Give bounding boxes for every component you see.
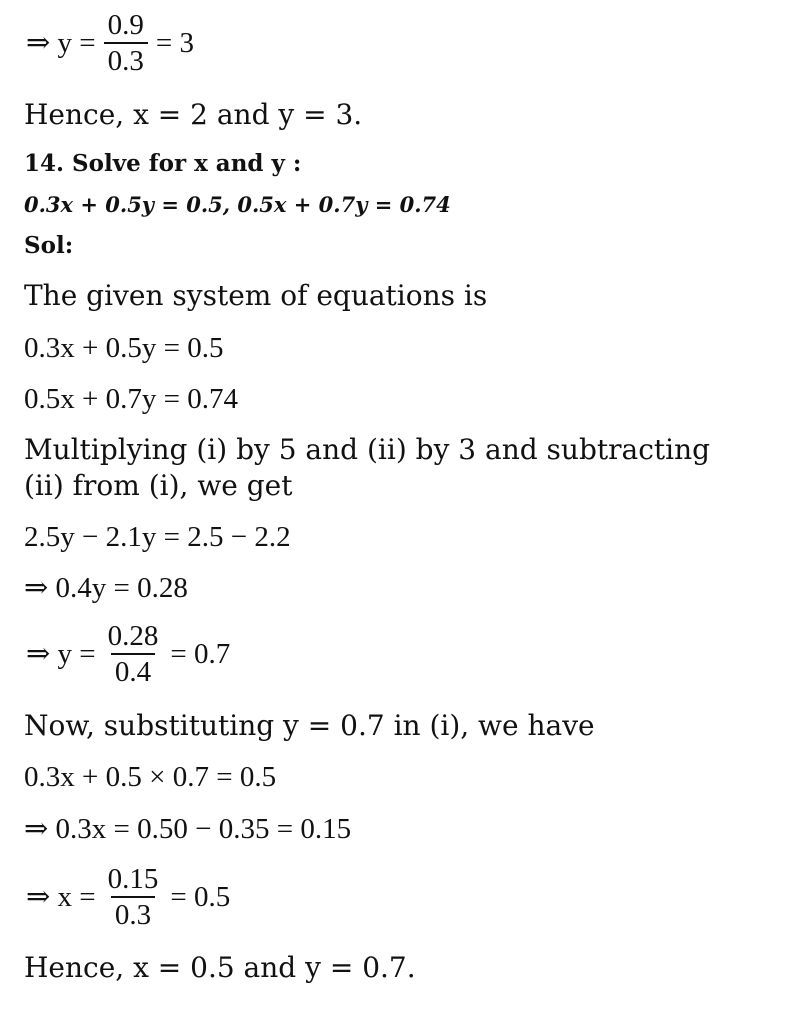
fraction bbox=[104, 8, 148, 78]
fraction-suffix: = 0.7 bbox=[170, 638, 231, 670]
given-text: The given system of equations is bbox=[24, 279, 488, 312]
y-fraction-line-2 bbox=[24, 619, 232, 689]
fraction bbox=[104, 619, 163, 689]
fraction-suffix: = 0.5 bbox=[170, 881, 231, 913]
fraction-numerator: 0.9 bbox=[107, 9, 144, 41]
equation-1: 0.3x + 0.5y = 0.5 bbox=[24, 332, 224, 364]
fraction-denominator: 0.4 bbox=[111, 653, 155, 689]
step-1: 2.5y − 2.1y = 2.5 − 2.2 bbox=[24, 521, 291, 553]
sol-label: Sol: bbox=[24, 232, 74, 259]
fraction-denominator: 0.3 bbox=[111, 896, 155, 932]
step-2: ⇒ 0.4y = 0.28 bbox=[24, 572, 188, 604]
multiply-text: Multiplying (i) by 5 and (ii) by 3 and subtracting (ii) from (i), we get bbox=[24, 433, 711, 502]
fraction-prefix: ⇒ y = bbox=[26, 27, 96, 59]
fraction-denominator: 0.3 bbox=[104, 42, 148, 78]
hence-line-1: Hence, x = 2 and y = 3. bbox=[24, 98, 363, 131]
fraction-suffix: = 3 bbox=[155, 27, 195, 59]
fraction-prefix: ⇒ y = bbox=[26, 638, 96, 670]
fraction-prefix: ⇒ x = bbox=[26, 881, 96, 913]
x-fraction-line bbox=[24, 862, 232, 932]
equation-2: 0.5x + 0.7y = 0.74 bbox=[24, 383, 238, 415]
step-3: 0.3x + 0.5 × 0.7 = 0.5 bbox=[24, 761, 277, 793]
step-4: ⇒ 0.3x = 0.50 − 0.35 = 0.15 bbox=[24, 813, 352, 845]
fraction bbox=[104, 862, 163, 932]
fraction-numerator: 0.28 bbox=[107, 620, 159, 652]
question-heading: 14. Solve for x and y : bbox=[24, 150, 302, 177]
hence-line-2: Hence, x = 0.5 and y = 0.7. bbox=[24, 951, 416, 984]
y-fraction-line-1 bbox=[24, 8, 196, 78]
substitute-text: Now, substituting y = 0.7 in (i), we have bbox=[24, 709, 595, 742]
fraction-numerator: 0.15 bbox=[107, 863, 159, 895]
question-equation: 0.3x + 0.5y = 0.5, 0.5x + 0.7y = 0.74 bbox=[24, 192, 451, 217]
